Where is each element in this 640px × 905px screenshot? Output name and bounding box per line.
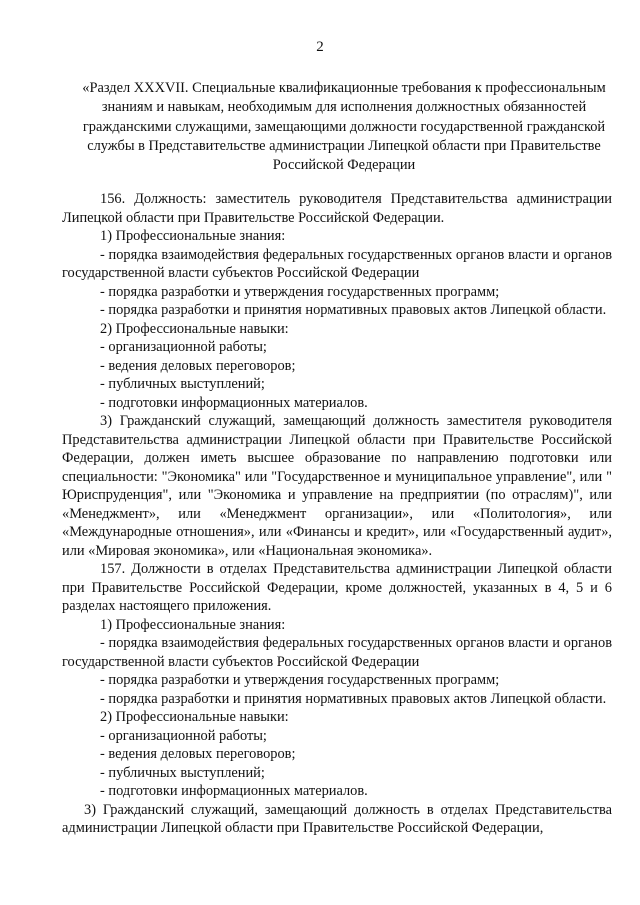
section-title: «Раздел XXXVII. Специальные квалификационные требования к профессиональным знаниям и навыкам, необходимым для исполнения должностных обязанностей гражданскими служащими, замещающими должности государственной гражданской службы в Представительстве администрации Липецкой области при Правительстве Российской Федерации — [82, 80, 606, 174]
skill-item-156-3: - публичных выступлений; — [100, 376, 265, 392]
knowledge-item-156-3: - порядка разработки и принятия нормативных правовых актов Липецкой области. — [100, 302, 607, 318]
knowledge-item-157-3: - порядка разработки и принятия нормативных правовых актов Липецкой области. — [100, 690, 607, 707]
knowledge-item-157-2: - порядка разработки и утверждения государственных программ; — [100, 672, 500, 688]
position-157: 157. Должности в отделах Представительства администрации Липецкой области при Правительстве Российской Федерации, кроме должностей, указанных в 4, 5 и 6 разделах настоящего приложения. — [62, 561, 612, 614]
skills-header-157: 2) Профессиональные навыки: — [100, 709, 289, 725]
education-156: 3) Гражданский служащий, замещающий должность заместителя руководителя Представительства администрации Липецкой области при Правительстве Российской Федерации, должен иметь высшее образование по направлению подготовки или специальности: "Экономика" или "Государственное и муниципальное управление", или " Юриспруденция", или "Экономика и управление на предприятии (по отраслям)", или «Менеджмент», или «Менеджмент организации», или «Политология», или «Международные отношения», или «Финансы и кредит», или «Государственный аудит», или «Мировая экономика», или «Национальная экономика». — [62, 413, 612, 559]
document-body — [62, 190, 612, 838]
knowledge-item-156-1: - порядка взаимодействия федеральных государственных органов власти и органов государственной власти субъектов Российской Федерации — [62, 246, 612, 281]
page-number: 2 — [316, 39, 324, 55]
position-156: 156. Должность: заместитель руководителя Представительства администрации Липецкой области при Правительстве Российской Федерации. — [62, 191, 612, 226]
knowledge-header-157: 1) Профессиональные знания: — [100, 616, 286, 633]
skills-header-156: 2) Профессиональные навыки: — [100, 320, 289, 337]
education-157: 3) Гражданский служащий, замещающий должность в отделах Представительства администрации Липецкой области при Правительстве Российской Федерации, — [62, 801, 612, 836]
skill-item-157-3: - публичных выступлений; — [100, 764, 265, 781]
knowledge-item-156-2: - порядка разработки и утверждения государственных программ; — [100, 283, 500, 300]
skill-item-157-4: - подготовки информационных материалов. — [100, 783, 368, 799]
skill-item-156-4: - подготовки информационных материалов. — [100, 394, 368, 411]
skill-item-156-1: - организационной работы; — [100, 339, 267, 355]
skill-item-156-2: - ведения деловых переговоров; — [100, 357, 296, 374]
skill-item-157-2: - ведения деловых переговоров; — [100, 746, 296, 762]
knowledge-item-157-1: - порядка взаимодействия федеральных государственных органов власти и органов государственной власти субъектов Российской Федерации — [62, 635, 612, 670]
skill-item-157-1: - организационной работы; — [100, 727, 267, 744]
knowledge-header-156: 1) Профессиональные знания: — [100, 228, 286, 244]
